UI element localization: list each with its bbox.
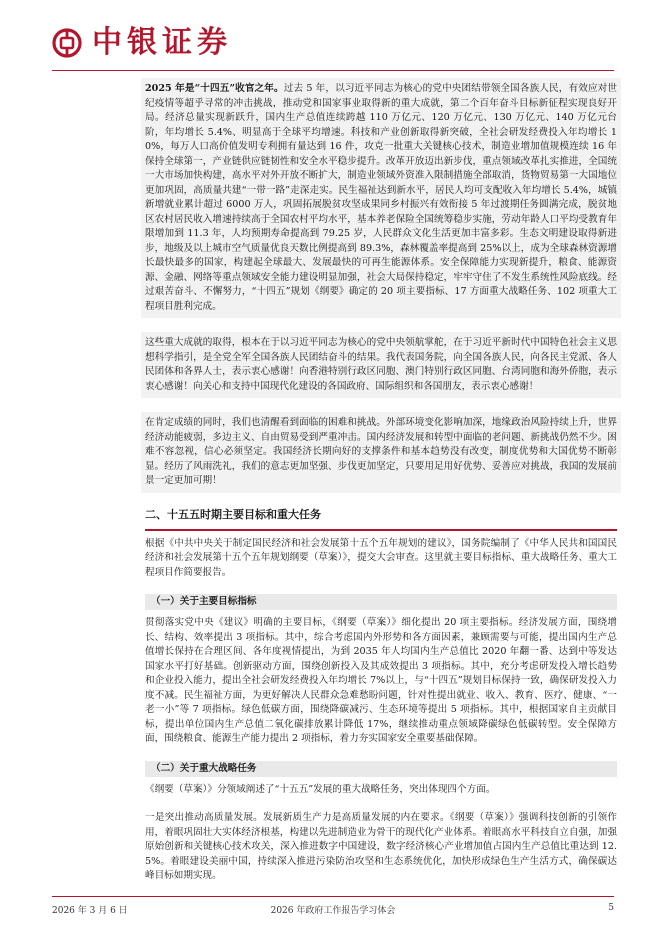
achievements-paragraph <box>141 78 621 318</box>
tasks-intro-paragraph: 《纲要（草案）》分领域阐述了“十五五”发展的重大战略任务，突出体现四个方面。 <box>145 783 496 795</box>
targets-paragraph: 贯彻落实党中央《建议》明确的主要目标，《纲要（草案）》细化提出 20 项主要指标。经济发展方面，围绕增长、结构、效率提出 3 项指标。其中，综合考虑国内外形势和各方面因素，兼顾需要与可能，提出国内生产总值增长保持在合理区间、各年度视情提出，为到 2035 年人均国内生产总值比 2020 年翻一番、达到中等发达国家水平打好基础。创新驱动方面，围绕创新投入及其成效提出 3 项指标。其中，充分考虑研发投入增长趋势和企业投入能力，提出全社会研发经费投入年均增长 7%以上，与“十四五”规划目标保持一致，确保研发投入力度不减。民生福祉方面，为更好解决人民群众急难愁盼问题，针对性提出就业、收入、教育、医疗、健康、“一老一小”等 7 项指标。绿色低碳方面，围绕降碳减污、生态环境等提出 5 项指标。其中，根据国家自主贡献目标，提出单位国内生产总值二氧化碳排放累计降低 17%，继续推动重点领域降碳绿色低碳转型。安全保障方面，围绕粮食、能源生产能力提出 2 项指标，着力夯实国家安全重要基础保障。 <box>145 617 617 744</box>
brand-name: 中银证券 <box>92 25 232 60</box>
gratitude-paragraph: 这些重大成就的取得，根本在于以习近平同志为核心的党中央领航掌舵，在于习近平新时代中国特色社会主义思想科学指引，是全党全军全国各族人民团结奋斗的结果。我代表国务院，向全国各族人民，向各民主党派、各人民团体和各界人士，表示衷心感谢！向香港特别行政区同胞、澳门特别行政区同胞、台湾同胞和海外侨胞，表示衷心感谢！向关心和支持中国现代化建设的各国政府、国际组织和各国朋友，表示衷心感谢！ <box>141 332 621 398</box>
header-divider <box>52 70 614 71</box>
page-header <box>0 0 662 72</box>
footer-title: 2026 年政府工作报告学习体会 <box>270 906 396 916</box>
subsection-heading-tasks: （二）关于重大战略任务 <box>145 761 617 777</box>
section-divider <box>145 529 617 531</box>
paragraph-text: 过去 5 年，以习近平同志为核心的党中央团结带领全国各族人民，有效应对世纪疫情等超乎寻常的冲击挑战，推动党和国家事业取得新的重大成就，第二个百年奋斗目标新征程实现良好开局。经济总量实现新跃升，国内生产总值连续跨越 110 万亿元、120 万亿元、130 万亿元、140 万亿元台阶，年均增长 5.4%、明显高于全球平均增速。科技和产业创新取得新突破，全社会研发经费投入年均增长 10%，每万人口高价值发明专利拥有量达到 16 件，攻克一批重大关键核心技术，制造业增加值规模连续 16 年保持全球第一，产业链供应链韧性和安全水平稳步提升。改革开放迈出新步伐，重点领域改革扎实推进，全国统一大市场加快构建，高水平对外开放不断扩大，制造业领域外资准入限制措施全部取消，货物贸易第一大国地位更加巩固，高质量共建“一带一路”走深走实。民生福祉达到新水平，居民人均可支配收入年均增长 5.4%，城镇新增就业累计超过 6000 万人，巩固拓展脱贫攻坚成果同乡村振兴有效衔接 5 年过渡期任务圆满完成，脱贫地区农村居民收入增速持续高于全国农村平均水平，基本养老保险全国统筹稳步实施，劳动年龄人口平均受教育年限增加到 11.3 年，人均预期寿命提高到 79.25 岁，人民群众文化生活更加丰富多彩。生态文明建设取得新进步，地级及以上城市空气质量优良天数比例提高到 89.3%，森林覆盖率提高到 25%以上，成为全球森林资源增长最快最多的国家，构建起全球最大、发展最快的可再生能源体系。安全保障能力实现新提升，粮食、能源资源、金融、网络等重点领域安全能力建设明显加强，社会大局保持稳定，牢牢守住了不发生系统性风险底线。经过艰苦奋斗、不懈努力，“十四五”规划《纲要》确定的 20 项主要指标、17 方面重大战略任务、102 项重大工程项目胜利完成。 <box>145 83 618 312</box>
page-number: 5 <box>608 903 614 913</box>
high-quality-development-paragraph: 一是突出推动高质量发展。发展新质生产力是高质量发展的内在要求。《纲要（草案）》强调科技创新的引领作用，着眼巩固壮大实体经济根基，构建以先进制造业为骨干的现代化产业体系。着眼高水平科技自立自强，加强原始创新和关键核心技术攻关，深入推进数字中国建设，数字经济核心产业增加值占国内生产总值比重达到 12.5%。着眼建设美丽中国，持续深入推进污染防治攻坚和生态系统优化，加快形成绿色生产生活方式，确保碳达峰目标如期实现。 <box>145 812 617 881</box>
paragraph-lead: 2025 年是“十四五”收官之年。 <box>145 83 284 94</box>
page-footer <box>52 896 614 917</box>
subsection-heading-targets: （一）关于主要目标指标 <box>145 594 617 610</box>
report-body <box>145 78 617 898</box>
plan-intro-paragraph: 根据《中共中央关于制定国民经济和社会发展第十五个五年规划的建议》，国务院编制了《中华人民共和国国民经济和社会发展第十五个五年规划纲要（草案）》，提交大会审查。这里就主要目标指标、重大战略任务、重大工程项目作简要报告。 <box>145 537 617 578</box>
footer-date: 2026 年 3 月 6 日 <box>52 906 128 916</box>
challenges-paragraph: 在肯定成绩的同时，我们也清醒看到面临的困难和挑战。外部环境变化影响加深，地缘政治风险持续上升，世界经济动能疲弱，多边主义、自由贸易受到严重冲击。国内经济发展和转型中面临的老问题、新挑战仍然不少。困难不容忽视，信心必须坚定。我国经济长期向好的支撑条件和基本趋势没有改变，制度优势和大国优势不断彰显。经历了风雨洗礼，我们的意志更加坚强、步伐更加坚定，只要用足用好优势、妥善应对挑战，我国的发展前景一定更加可期！ <box>141 412 621 493</box>
bank-of-china-logo-icon <box>52 28 82 58</box>
section-heading: 二、十五五时期主要目标和重大任务 <box>145 507 321 521</box>
